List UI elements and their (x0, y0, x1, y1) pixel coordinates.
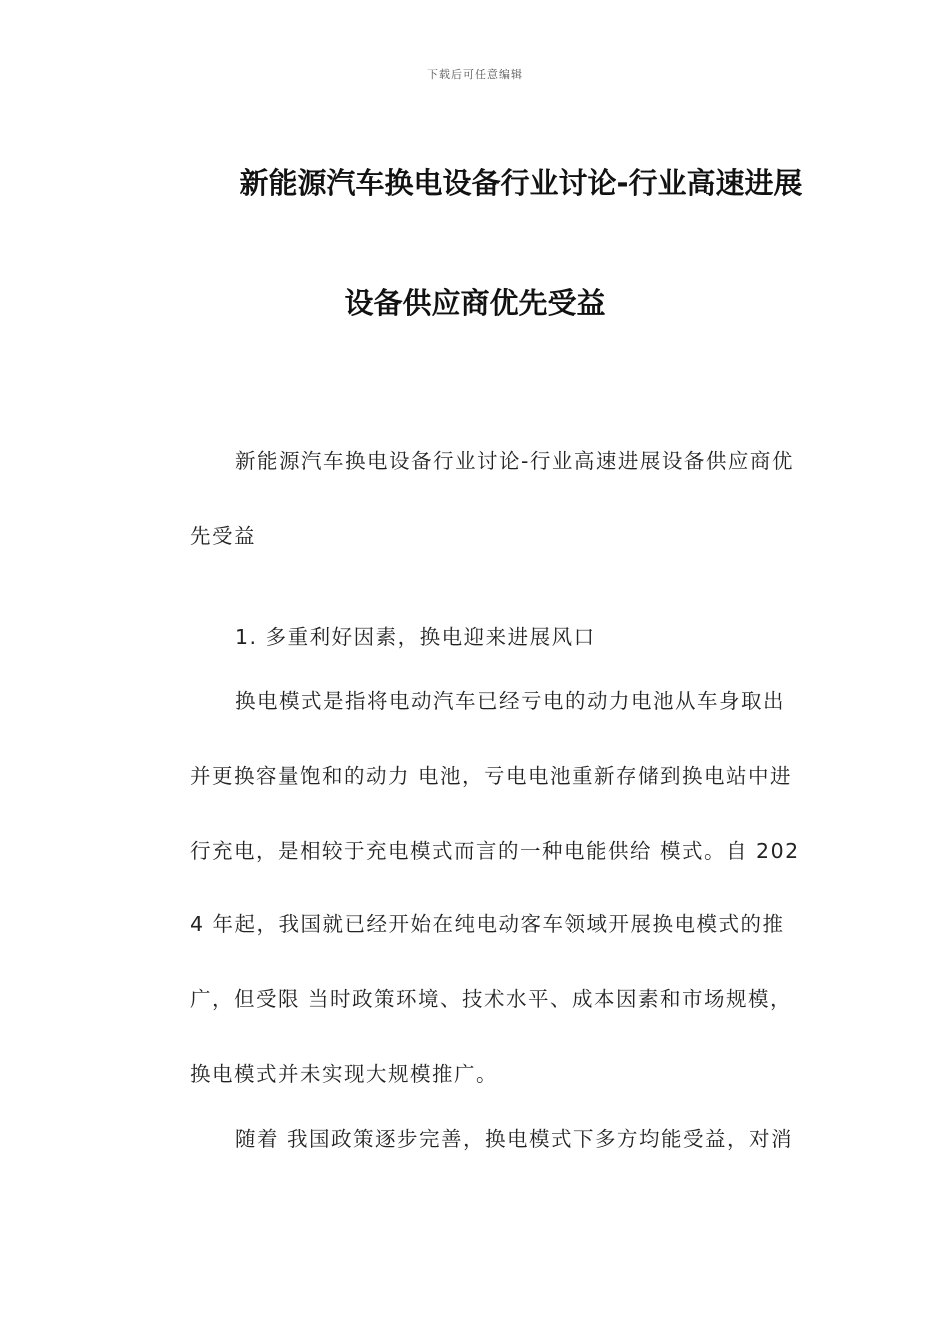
page-header-note: 下载后可任意编辑 (427, 68, 523, 81)
paragraph-line: 行充电，是相较于充电模式而言的一种电能供给 模式。自 202 (190, 839, 800, 863)
paragraph-line: 换电模式并未实现大规模推广。 (190, 1062, 498, 1086)
document-title-line-2: 设备供应商优先受益 (344, 286, 606, 320)
paragraph-line: 新能源汽车换电设备行业讨论-行业高速进展设备供应商优 (235, 449, 794, 473)
paragraph-line: 换电模式是指将电动汽车已经亏电的动力电池从车身取出 (235, 689, 785, 713)
paragraph-line: 广，但受限 当时政策环境、技术水平、成本因素和市场规模， (190, 987, 793, 1011)
section-heading: 1. 多重利好因素，换电迎来进展风口 (235, 625, 596, 649)
paragraph-line: 4 年起，我国就已经开始在纯电动客车领域开展换电模式的推 (190, 912, 785, 936)
paragraph-line: 随着 我国政策逐步完善，换电模式下多方均能受益，对消 (235, 1127, 794, 1151)
document-title-line-1: 新能源汽车换电设备行业讨论-行业高速进展 (239, 166, 803, 200)
paragraph-line: 并更换容量饱和的动力 电池，亏电电池重新存储到换电站中进 (190, 764, 793, 788)
paragraph-line: 先受益 (190, 524, 256, 548)
